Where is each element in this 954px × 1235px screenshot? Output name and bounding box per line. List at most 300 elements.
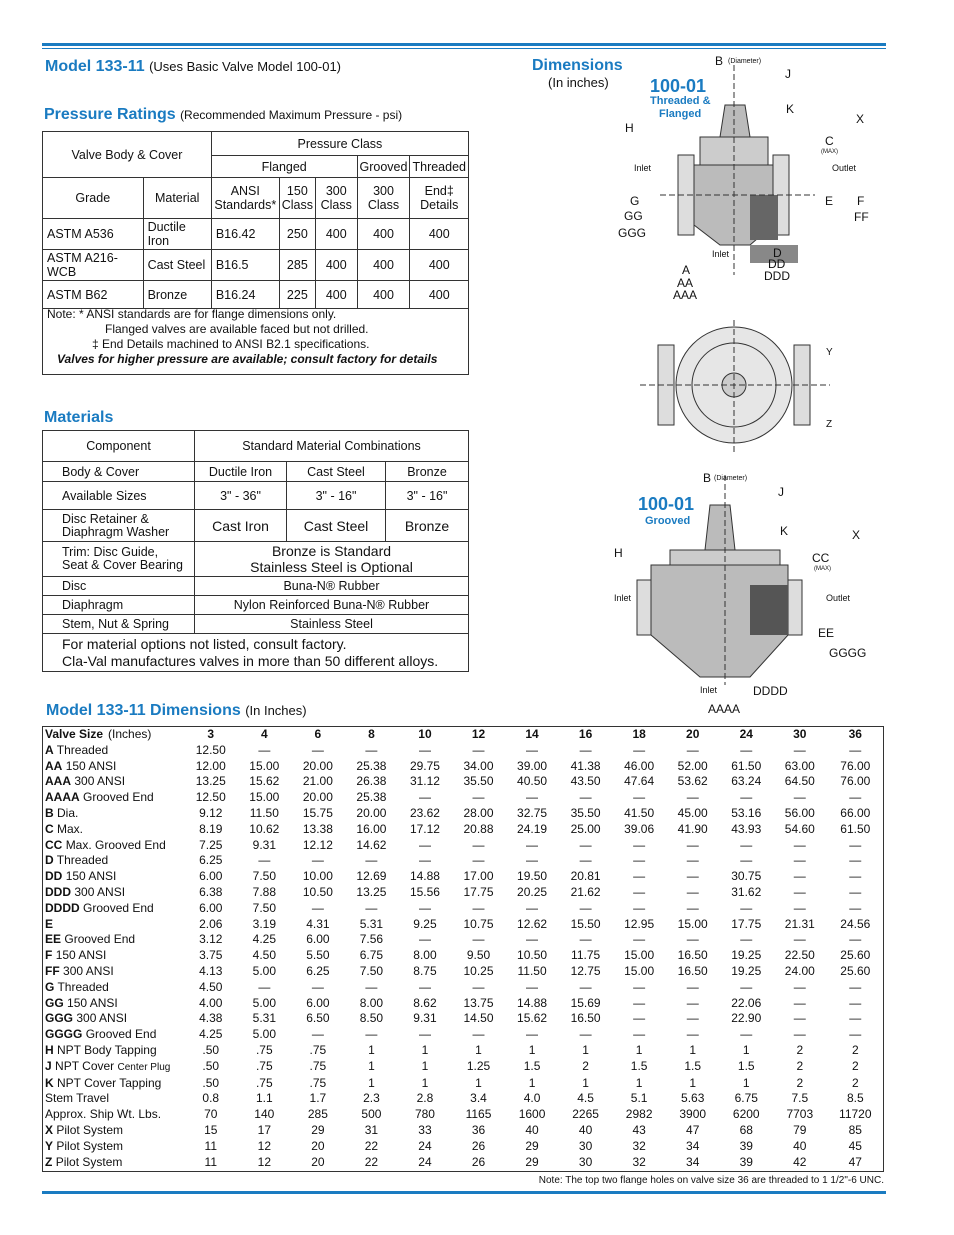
dim-label bbox=[42, 790, 184, 806]
dim-value: — bbox=[793, 853, 806, 868]
dim-code: E bbox=[45, 916, 54, 931]
dim-value: 17 bbox=[257, 1122, 271, 1137]
dim-value: — bbox=[579, 1027, 592, 1042]
dim-value: 39 bbox=[739, 1154, 753, 1169]
label-inlet: Inlet bbox=[634, 163, 652, 173]
dim-value: 15.62 bbox=[249, 774, 280, 789]
dim-value: 12 bbox=[257, 1154, 271, 1169]
dim-value: 11 bbox=[204, 1138, 217, 1153]
cell: Available Sizes bbox=[43, 482, 195, 510]
dim-value: 20.25 bbox=[517, 884, 548, 899]
label-h: H bbox=[625, 121, 634, 135]
dims-row bbox=[42, 1011, 884, 1027]
dim-value: — bbox=[849, 790, 862, 805]
dim-value: 15.00 bbox=[677, 916, 708, 931]
dim-value: 1 bbox=[689, 1075, 697, 1090]
dim-value: 4.25 bbox=[252, 932, 276, 947]
dim-code: G bbox=[45, 979, 55, 994]
dim-value: — bbox=[526, 979, 539, 994]
dim-value: 24.19 bbox=[517, 821, 548, 836]
dim-value: 39.06 bbox=[624, 821, 655, 836]
dim-code: B bbox=[45, 805, 54, 820]
dim-value: 14.62 bbox=[356, 837, 387, 852]
dim-code: DD bbox=[45, 869, 63, 884]
dim-label bbox=[42, 1155, 184, 1171]
dim-value: 5.00 bbox=[252, 1027, 276, 1042]
cell: Bronze bbox=[386, 462, 469, 482]
dim-value: — bbox=[526, 900, 539, 915]
dims-table bbox=[42, 727, 884, 1170]
cell: B16.42 bbox=[211, 219, 279, 250]
cell: 400 bbox=[315, 219, 357, 250]
dim-value: 8.19 bbox=[199, 821, 223, 836]
dim-value: — bbox=[633, 853, 646, 868]
label-e: E bbox=[825, 194, 834, 208]
dim-label bbox=[42, 1123, 184, 1139]
cell bbox=[43, 634, 469, 672]
diagram-title: Dimensions bbox=[532, 57, 623, 74]
pressure-note bbox=[42, 302, 469, 375]
dim-value: 30 bbox=[578, 1138, 593, 1153]
dim-code: DDD bbox=[45, 884, 71, 899]
label-k: K bbox=[786, 102, 795, 116]
dim-value: — bbox=[633, 790, 646, 805]
dim-value: — bbox=[793, 1027, 806, 1042]
dim-code: J bbox=[45, 1058, 52, 1073]
dim-value: — bbox=[579, 837, 592, 852]
dim-value: 3.4 bbox=[470, 1091, 487, 1106]
dim-value: — bbox=[526, 742, 539, 757]
cell: 400 bbox=[410, 281, 469, 309]
dim-value: 19.50 bbox=[517, 869, 548, 884]
materials-table bbox=[42, 430, 469, 672]
dim-value: 40.50 bbox=[517, 774, 548, 789]
dim-value: 12.50 bbox=[195, 790, 226, 805]
dims-row bbox=[42, 790, 884, 806]
dim-code: AA bbox=[45, 758, 63, 773]
cell-line: Cla-Val manufactures valves in more than 50 different alloys. bbox=[62, 652, 439, 669]
header-cell: 30 bbox=[793, 727, 807, 741]
dim-value: 26 bbox=[471, 1138, 486, 1153]
dim-value: 7.56 bbox=[359, 932, 384, 947]
cell: End‡ Details bbox=[410, 178, 469, 219]
dim-value: 10.62 bbox=[249, 821, 280, 836]
dims-row bbox=[42, 806, 884, 822]
dim-value: 1.5 bbox=[630, 1059, 648, 1074]
dim-value: — bbox=[311, 742, 324, 757]
dim-desc: 150 ANSI bbox=[65, 869, 117, 884]
dim-value: 17.75 bbox=[463, 884, 494, 899]
dim-value: 15.50 bbox=[570, 916, 601, 931]
dim-value: 22.06 bbox=[731, 995, 762, 1010]
dim-value: 15.00 bbox=[624, 948, 655, 963]
dim-label bbox=[42, 1027, 184, 1043]
dim-value: 5.31 bbox=[359, 916, 384, 931]
dim-value: 10.75 bbox=[463, 916, 494, 931]
dim-value: 9.12 bbox=[199, 805, 223, 820]
dim-label bbox=[42, 1043, 184, 1059]
dims-row bbox=[42, 1027, 884, 1043]
dim-value: 1 bbox=[421, 1042, 429, 1057]
dim-value: 6.50 bbox=[306, 1011, 330, 1026]
label-j-2: J bbox=[778, 485, 784, 499]
dim-value: 16.50 bbox=[677, 948, 708, 963]
dim-value: — bbox=[633, 742, 646, 757]
dim-value: 32 bbox=[632, 1154, 646, 1169]
dim-value: 8.50 bbox=[359, 1011, 384, 1026]
dim-desc: Max. bbox=[57, 821, 84, 836]
dim-value: — bbox=[311, 900, 324, 915]
model-title: Model 133-11 (Uses Basic Valve Model 100-01) bbox=[45, 58, 342, 75]
dim-value: 8.75 bbox=[413, 963, 437, 978]
dim-value: 2.8 bbox=[416, 1091, 434, 1106]
dim-code: H bbox=[45, 1042, 54, 1057]
dim-value: — bbox=[472, 837, 485, 852]
dim-desc: NPT Cover Tapping bbox=[57, 1075, 162, 1090]
dim-value: — bbox=[633, 932, 646, 947]
dim-value: 12.62 bbox=[517, 916, 548, 931]
dim-value: — bbox=[365, 979, 378, 994]
dim-value: 4.38 bbox=[199, 1011, 223, 1026]
label-diam: (Diameter) bbox=[728, 58, 762, 65]
header-cell: 24 bbox=[739, 727, 753, 741]
dim-value: 21.62 bbox=[570, 884, 601, 899]
dim-value: — bbox=[365, 853, 378, 868]
dims-row bbox=[42, 1107, 884, 1123]
dim-value: 1 bbox=[421, 1075, 429, 1090]
label-b: B bbox=[715, 54, 724, 68]
dim-code: AAAA bbox=[45, 790, 80, 805]
dim-value: 15.00 bbox=[249, 758, 280, 773]
dim-value: 1 bbox=[368, 1059, 375, 1074]
dim-value: 2265 bbox=[572, 1107, 599, 1122]
label-ddd: DDD bbox=[764, 269, 790, 283]
dim-value: 2982 bbox=[625, 1107, 653, 1122]
dim-value: 11.50 bbox=[517, 963, 547, 978]
dim-value: 8.00 bbox=[359, 995, 384, 1010]
dim-value: 40 bbox=[525, 1122, 539, 1137]
dim-value: 22 bbox=[364, 1138, 379, 1153]
cell: Grooved bbox=[357, 156, 410, 178]
dim-label bbox=[42, 759, 184, 775]
dim-value: 6.38 bbox=[199, 884, 223, 899]
dim-value: 7703 bbox=[786, 1107, 814, 1122]
dim-value: 9.31 bbox=[413, 1011, 437, 1026]
dim-value: — bbox=[311, 853, 324, 868]
dim-value: 11.50 bbox=[249, 805, 279, 820]
dim-value: — bbox=[686, 884, 699, 899]
cell: 400 bbox=[315, 281, 357, 309]
dim-value: 16.50 bbox=[570, 1011, 601, 1026]
dim-value: — bbox=[849, 932, 862, 947]
dim-value: 22.50 bbox=[784, 948, 815, 963]
label-ff: FF bbox=[854, 210, 869, 224]
label-x-2: X bbox=[852, 528, 861, 542]
dim-desc: 300 ANSI bbox=[63, 963, 114, 978]
dim-value: 12.75 bbox=[570, 963, 601, 978]
cell bbox=[43, 542, 195, 577]
dim-value: 54.60 bbox=[784, 821, 815, 836]
dim-value: 61.50 bbox=[731, 758, 762, 773]
dim-value: 21.31 bbox=[784, 916, 815, 931]
dim-value: .50 bbox=[202, 1042, 220, 1057]
dim-value: — bbox=[526, 790, 539, 805]
cell: Cast Steel bbox=[143, 250, 211, 281]
dim-value: 20 bbox=[311, 1138, 325, 1153]
dim-label bbox=[42, 980, 184, 996]
dim-value: — bbox=[849, 742, 862, 757]
dim-label bbox=[42, 901, 184, 917]
dim-value: — bbox=[793, 869, 806, 884]
header-cell: 18 bbox=[632, 727, 646, 741]
dims-row bbox=[42, 822, 884, 838]
label-y: Y bbox=[826, 347, 833, 358]
dim-value: 6.00 bbox=[306, 995, 330, 1010]
header-cell: 3 bbox=[207, 727, 215, 741]
dim-desc: 300 ANSI bbox=[74, 774, 126, 789]
dim-value: — bbox=[633, 900, 646, 915]
dim-value: 2.3 bbox=[363, 1091, 380, 1106]
dim-value: 1 bbox=[368, 1075, 375, 1090]
dim-label bbox=[42, 853, 184, 869]
model-grooved: Grooved bbox=[645, 515, 691, 527]
dim-value: 20.00 bbox=[302, 790, 333, 805]
dims-row bbox=[42, 759, 884, 775]
label-z: Z bbox=[826, 419, 833, 430]
dim-desc: Grooved End bbox=[83, 900, 154, 915]
header-cell: 4 bbox=[260, 727, 268, 741]
dim-value: 15.00 bbox=[624, 963, 655, 978]
header-cell: 20 bbox=[686, 727, 700, 741]
dim-value: 7.50 bbox=[359, 963, 384, 978]
header-label: Valve Size bbox=[45, 727, 104, 741]
dim-value: — bbox=[472, 742, 485, 757]
label-inlet-3: Inlet bbox=[614, 593, 632, 603]
valve-drawings bbox=[600, 45, 890, 725]
dim-value: 40 bbox=[793, 1138, 807, 1153]
cell: Nylon Reinforced Buna-N® Rubber bbox=[195, 596, 469, 615]
dim-value: 21.00 bbox=[302, 774, 333, 789]
dim-value: — bbox=[365, 1027, 378, 1042]
dim-value: 5.1 bbox=[630, 1091, 648, 1106]
dim-code: K bbox=[45, 1075, 54, 1090]
dim-value: 1.1 bbox=[255, 1091, 273, 1106]
dims-row bbox=[42, 885, 884, 901]
dim-value: 14.88 bbox=[517, 995, 548, 1010]
dim-value: 33 bbox=[418, 1122, 432, 1137]
dims-row bbox=[42, 1076, 884, 1092]
note-line: Note: * ANSI standards are for flange dimensions only. bbox=[47, 307, 337, 321]
dim-value: 2 bbox=[851, 1059, 859, 1074]
label-b-2: B bbox=[703, 471, 712, 485]
dims-row bbox=[42, 932, 884, 948]
dim-value: .75 bbox=[255, 1059, 273, 1074]
cell: ASTM B62 bbox=[43, 281, 144, 309]
dim-value: 61.50 bbox=[840, 821, 871, 836]
dim-value: .75 bbox=[309, 1075, 327, 1090]
cell: 150 Class bbox=[279, 178, 315, 219]
dim-value: 3.19 bbox=[252, 916, 276, 931]
dim-value: — bbox=[472, 900, 485, 915]
label-aa: AA bbox=[677, 276, 694, 290]
dims-row bbox=[42, 1091, 884, 1107]
cell: Body & Cover bbox=[43, 462, 195, 482]
dim-value: 5.00 bbox=[252, 995, 276, 1010]
dim-value: 6.00 bbox=[306, 932, 330, 947]
dim-value: — bbox=[633, 979, 646, 994]
dim-value: — bbox=[418, 1027, 431, 1042]
dim-value: — bbox=[579, 900, 592, 915]
dim-value: 41.50 bbox=[624, 805, 655, 820]
cell bbox=[195, 542, 469, 577]
dim-value: 1 bbox=[742, 1075, 750, 1090]
dim-value: 5.31 bbox=[252, 1011, 276, 1026]
dim-value: 1 bbox=[582, 1075, 589, 1090]
dim-label bbox=[42, 917, 184, 933]
dim-value: — bbox=[686, 979, 699, 994]
dim-code: Y bbox=[45, 1138, 54, 1153]
dim-value: 6.75 bbox=[734, 1091, 758, 1106]
dim-value: — bbox=[311, 1027, 324, 1042]
dim-value: 7.5 bbox=[791, 1091, 809, 1106]
dim-value: 76.00 bbox=[840, 774, 871, 789]
dim-value: 1.7 bbox=[309, 1091, 327, 1106]
dim-desc: 300 ANSI bbox=[76, 1011, 128, 1026]
dim-value: 16.50 bbox=[677, 963, 708, 978]
dim-value: — bbox=[686, 995, 699, 1010]
label-dddd: DDDD bbox=[753, 684, 788, 698]
dim-value: 14.50 bbox=[463, 1011, 494, 1026]
dim-value: 1 bbox=[421, 1059, 429, 1074]
dim-value: — bbox=[740, 837, 753, 852]
dim-value: .75 bbox=[309, 1042, 327, 1057]
dim-value: 52.00 bbox=[677, 758, 708, 773]
dim-desc: Grooved End bbox=[83, 790, 154, 805]
dim-value: 20.00 bbox=[302, 758, 333, 773]
dim-code: AAA bbox=[45, 774, 71, 789]
cell: Component bbox=[43, 431, 195, 462]
dimension-diagram bbox=[532, 45, 890, 725]
dim-value: 79 bbox=[793, 1122, 807, 1137]
dim-value: — bbox=[793, 884, 806, 899]
dim-value: 2 bbox=[796, 1075, 804, 1090]
dim-code: GG bbox=[45, 995, 64, 1010]
dim-value: 24 bbox=[418, 1154, 432, 1169]
dim-value: 7.25 bbox=[199, 837, 223, 852]
dim-value: — bbox=[849, 869, 862, 884]
dim-value: 15.00 bbox=[249, 790, 280, 805]
dim-label bbox=[42, 869, 184, 885]
dims-row bbox=[42, 948, 884, 964]
dim-value: — bbox=[579, 979, 592, 994]
label-x: X bbox=[856, 112, 865, 126]
dim-value: 3900 bbox=[679, 1107, 707, 1122]
dim-value: 12.69 bbox=[356, 869, 387, 884]
dim-value: 10.25 bbox=[463, 963, 494, 978]
dim-label bbox=[42, 1011, 184, 1027]
dim-desc: Pilot System bbox=[56, 1138, 124, 1153]
label-d: D bbox=[773, 246, 782, 260]
label-aaa: AAA bbox=[673, 288, 698, 302]
cell-line: Trim: Disc Guide, bbox=[62, 545, 159, 559]
dim-value: 25.00 bbox=[570, 821, 601, 836]
dim-code: EE bbox=[45, 932, 62, 947]
header-cell: 16 bbox=[578, 727, 593, 741]
dim-value: 20.81 bbox=[570, 869, 601, 884]
dim-value: 8.62 bbox=[413, 995, 437, 1010]
dim-label bbox=[42, 948, 184, 964]
dim-value: 6.75 bbox=[359, 948, 384, 963]
dim-value: — bbox=[579, 853, 592, 868]
dim-value: 25.60 bbox=[840, 963, 871, 978]
cell: Standard Material Combinations bbox=[195, 431, 469, 462]
dim-desc: Pilot System bbox=[55, 1154, 123, 1169]
dim-value: 2 bbox=[796, 1059, 804, 1074]
dim-code: C bbox=[45, 821, 54, 836]
dim-value: 1 bbox=[528, 1075, 536, 1090]
dim-value: 500 bbox=[361, 1107, 382, 1122]
dim-value: — bbox=[418, 979, 431, 994]
dim-code: GGGG bbox=[45, 1027, 83, 1042]
dim-value: 12.95 bbox=[624, 916, 655, 931]
dim-desc: 150 ANSI bbox=[55, 948, 107, 963]
dims-row bbox=[42, 1123, 884, 1139]
dims-row bbox=[42, 1139, 884, 1155]
dim-value: 13.38 bbox=[302, 821, 333, 836]
dim-value: 780 bbox=[414, 1107, 435, 1122]
dim-label bbox=[42, 838, 184, 854]
dim-code: A bbox=[45, 742, 54, 757]
dim-value: 1 bbox=[582, 1042, 589, 1057]
dim-value: — bbox=[633, 1011, 646, 1026]
dim-value: 39.00 bbox=[517, 758, 548, 773]
dim-value: — bbox=[849, 1011, 862, 1026]
cell: Pressure Class bbox=[211, 132, 468, 156]
cell: Stainless Steel bbox=[195, 615, 469, 634]
dim-value: 7.88 bbox=[252, 884, 276, 899]
dim-value: 4.5 bbox=[577, 1091, 594, 1106]
dim-value: — bbox=[579, 790, 592, 805]
dim-value: — bbox=[849, 995, 862, 1010]
dim-value: — bbox=[418, 837, 431, 852]
dim-value: 11.75 bbox=[571, 948, 601, 963]
dim-value: — bbox=[793, 742, 806, 757]
dim-value: 7.50 bbox=[252, 869, 276, 884]
dim-value: 2 bbox=[582, 1059, 589, 1074]
label-cc: CC bbox=[812, 551, 830, 565]
dim-desc-small: Center Plug bbox=[117, 1061, 171, 1073]
dim-value: 8.00 bbox=[413, 948, 437, 963]
dim-label bbox=[42, 743, 184, 759]
dim-value: 45 bbox=[848, 1138, 862, 1153]
dim-value: 26.38 bbox=[356, 774, 387, 789]
dim-value: — bbox=[258, 742, 271, 757]
label-inlet-4: Inlet bbox=[700, 685, 718, 695]
dim-desc: Threaded bbox=[56, 853, 109, 868]
label-a: A bbox=[682, 263, 691, 277]
dim-value: 19.25 bbox=[731, 948, 762, 963]
dims-row bbox=[42, 917, 884, 933]
dim-value: — bbox=[526, 1027, 539, 1042]
dim-value: 17.00 bbox=[463, 869, 494, 884]
dim-value: 2 bbox=[851, 1075, 859, 1090]
dim-value: 12.50 bbox=[195, 742, 226, 757]
dim-value: — bbox=[686, 900, 699, 915]
dim-value: 1.5 bbox=[523, 1059, 541, 1074]
dim-value: 12.12 bbox=[302, 837, 333, 852]
dim-value: — bbox=[418, 790, 431, 805]
dim-value: 15.75 bbox=[302, 805, 333, 820]
